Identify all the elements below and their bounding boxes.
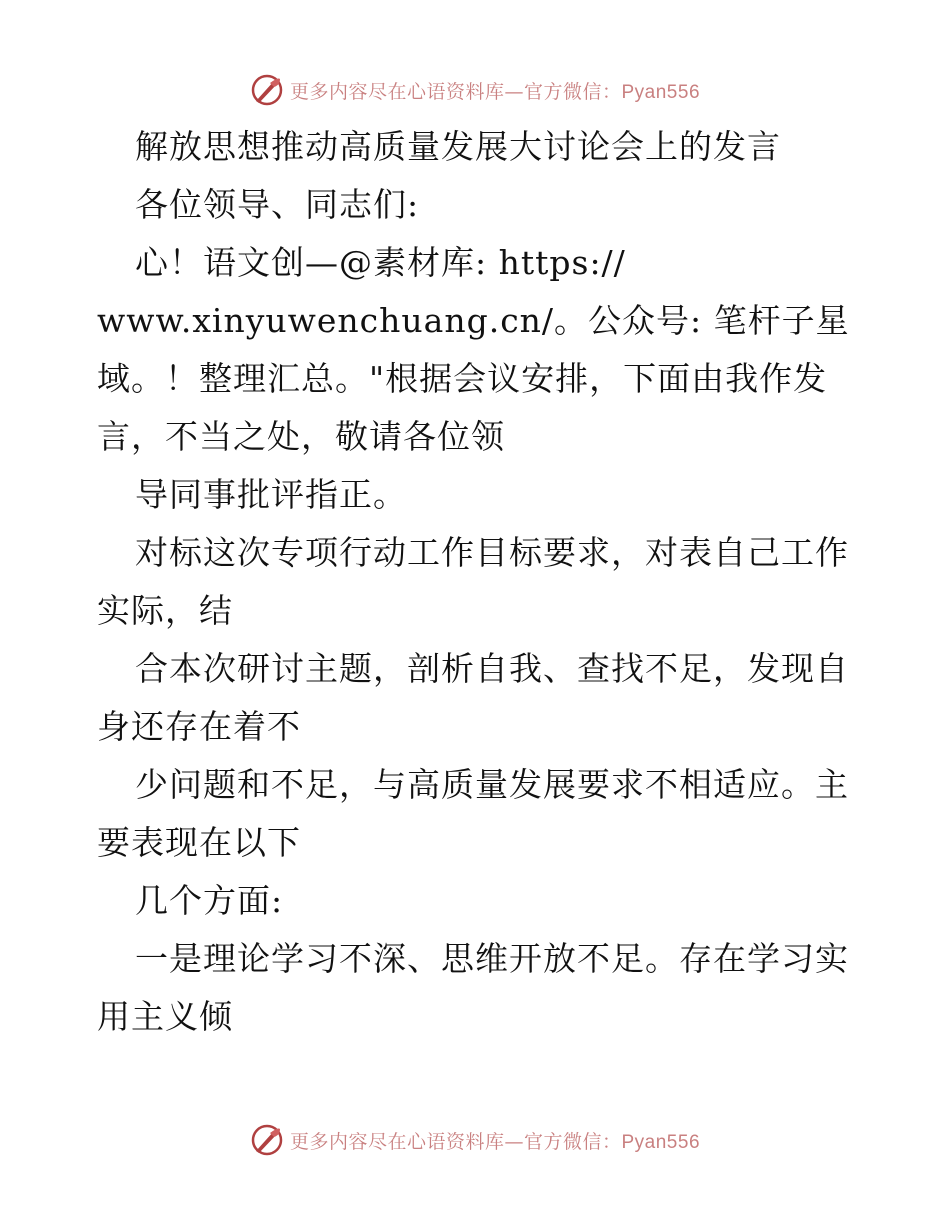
banner-text-cn: 更多内容尽在心语资料库—官方微信： [289,80,622,103]
header-banner [0,70,950,110]
feather-pen-logo-icon [250,1123,284,1157]
banner-text [290,1127,700,1154]
footer-banner [0,1120,950,1160]
salutation: 各位领导、同志们: [135,185,420,224]
paragraph-line: www.xinyuwenchuang.cn/。公众号: 笔杆子星 [97,301,850,340]
paragraph-line: 身还存在着不 [97,707,301,746]
paragraph-line: 用主义倾 [97,997,233,1036]
paragraph-line: 域。！整理汇总。"根据会议安排，下面由我作发 [97,359,828,398]
paragraph-line: 合本次研讨主题，剖析自我、查找不足，发现自 [135,649,849,688]
document-title: 解放思想推动高质量发展大讨论会上的发言 [135,127,781,166]
paragraph-line: 少问题和不足，与高质量发展要求不相适应。主 [135,765,849,804]
document-body [97,118,857,1046]
paragraph-line: 心！语文创—@素材库: https:// [135,243,626,282]
paragraph-line: 一是理论学习不深、思维开放不足。存在学习实 [135,939,849,978]
banner-text-wechat-id: Pyan556 [621,81,701,103]
paragraph-line: 实际，结 [97,591,233,630]
paragraph-line: 要表现在以下 [97,823,301,862]
banner-text-wechat-id: Pyan556 [621,1131,701,1153]
paragraph-line: 导同事批评指正。 [135,475,407,514]
banner-text-cn: 更多内容尽在心语资料库—官方微信： [289,1130,622,1153]
feather-pen-logo-icon [250,73,284,107]
banner-text [290,77,700,104]
paragraph-line: 对标这次专项行动工作目标要求，对表自己工作 [135,533,849,572]
paragraph-line: 几个方面: [135,881,284,920]
paragraph-line: 言，不当之处，敬请各位领 [97,417,505,456]
